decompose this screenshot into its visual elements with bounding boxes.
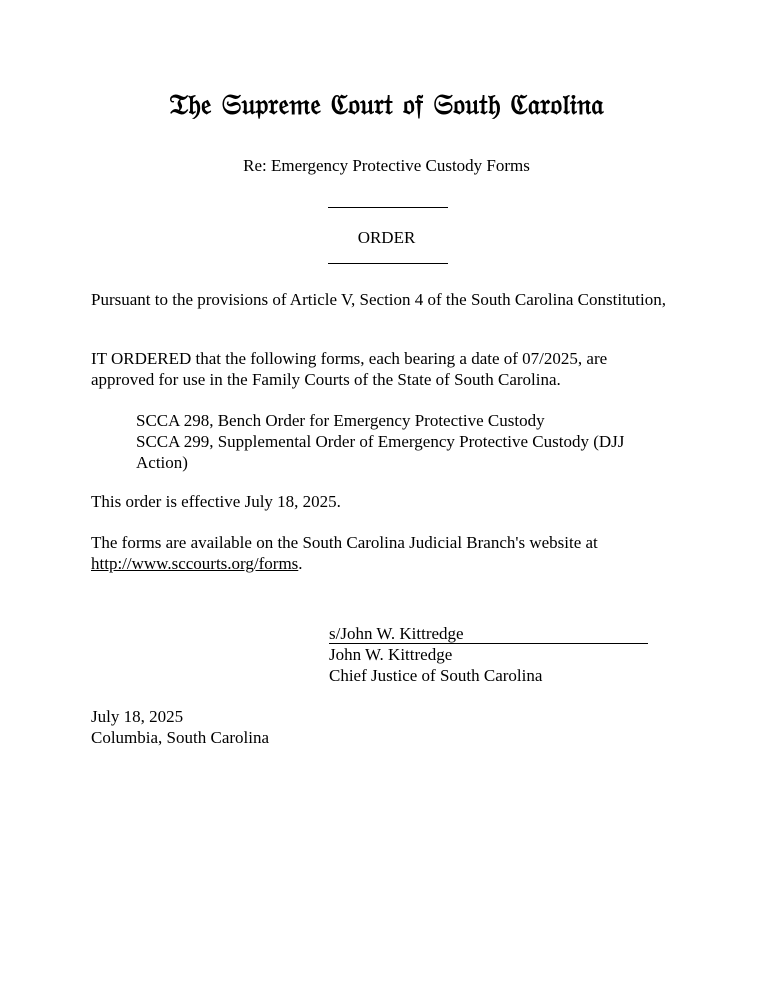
order-heading: ORDER xyxy=(357,228,416,247)
availability-period: . xyxy=(298,554,303,573)
availability-paragraph xyxy=(91,532,671,574)
forms-list xyxy=(136,410,666,473)
electronic-signature: s/John W. Kittredge xyxy=(329,624,648,644)
signer-title: Chief Justice of South Carolina xyxy=(329,666,543,685)
order-date: July 18, 2025 xyxy=(91,707,184,726)
authority-paragraph: Pursuant to the provisions of Article V, Section 4 of the South Carolina Constitution, xyxy=(91,290,666,309)
effective-date-paragraph: This order is effective July 18, 2025. xyxy=(91,492,341,511)
availability-text: The forms are available on the South Carolina Judicial Branch's website at xyxy=(91,533,598,552)
order-location: Columbia, South Carolina xyxy=(91,728,270,747)
signature-block xyxy=(329,624,649,686)
signer-name: John W. Kittredge xyxy=(329,645,453,664)
divider-bottom xyxy=(328,263,448,264)
re-line: Re: Emergency Protective Custody Forms xyxy=(243,156,530,175)
forms-website-link[interactable]: http://www.sccourts.org/forms xyxy=(91,554,299,573)
court-title: 𝔗𝔥𝔢 𝔖𝔲𝔭𝔯𝔢𝔪𝔢 ℭ𝔬𝔲𝔯𝔱 𝔬𝔣 𝔖𝔬𝔲𝔱𝔥 ℭ𝔞𝔯𝔬𝔩𝔦𝔫𝔞 xyxy=(169,88,604,121)
date-location-block xyxy=(91,706,391,748)
form-item-scca-299: SCCA 299, Supplemental Order of Emergency Protective Custody (DJJ Action) xyxy=(136,432,625,472)
form-item-scca-298: SCCA 298, Bench Order for Emergency Protective Custody xyxy=(136,411,545,430)
ordered-paragraph: IT ORDERED that the following forms, each bearing a date of 07/2025, are approved for use in the Family Courts of the State of South Carolina. xyxy=(91,349,608,389)
divider-top xyxy=(328,207,448,208)
